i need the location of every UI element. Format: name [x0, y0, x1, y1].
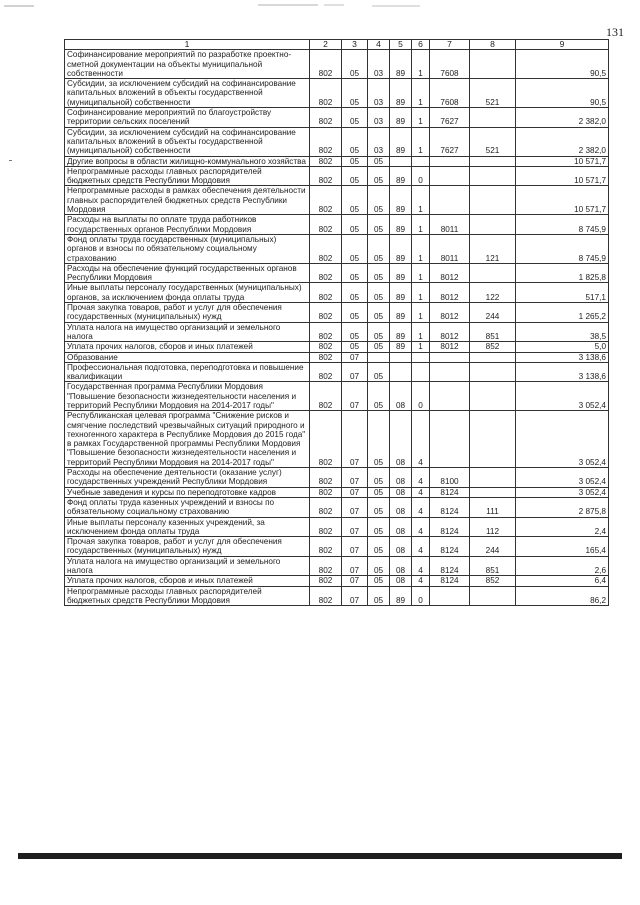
expense-name: Другие вопросы в области жилищно-коммунального хозяйства — [65, 156, 310, 166]
code-cell-c5: 89 — [390, 215, 412, 235]
expense-name: Уплата прочих налогов, сборов и иных платежей — [65, 576, 310, 586]
code-cell-c3: 07 — [342, 537, 368, 557]
code-cell-c8 — [470, 411, 516, 468]
expense-name: Учебные заведения и курсы по переподготовке кадров — [65, 487, 310, 497]
amount-cell: 2,6 — [516, 556, 609, 576]
code-cell-c3: 07 — [342, 352, 368, 362]
code-cell-c3: 07 — [342, 556, 368, 576]
code-cell-c5: 89 — [390, 234, 412, 263]
code-cell-c7 — [430, 411, 470, 468]
table-row — [65, 186, 609, 215]
code-cell-c2: 802 — [310, 497, 342, 517]
amount-cell: 10 571,7 — [516, 186, 609, 215]
table-row — [65, 411, 609, 468]
code-cell-c8 — [470, 108, 516, 128]
code-cell-c8: 244 — [470, 303, 516, 323]
code-cell-c7: 7627 — [430, 127, 470, 156]
code-cell-c4: 03 — [368, 127, 390, 156]
code-cell-c2: 802 — [310, 186, 342, 215]
code-cell-c2: 802 — [310, 382, 342, 411]
code-cell-c5: 08 — [390, 576, 412, 586]
code-cell-c4: 05 — [368, 156, 390, 166]
code-cell-c2: 802 — [310, 50, 342, 79]
table-row — [65, 382, 609, 411]
amount-cell: 2,4 — [516, 517, 609, 537]
code-cell-c8 — [470, 50, 516, 79]
code-cell-c7: 7608 — [430, 50, 470, 79]
code-cell-c8 — [470, 352, 516, 362]
code-cell-c6: 1 — [412, 234, 430, 263]
scan-header-marks — [0, 2, 640, 10]
code-cell-c2: 802 — [310, 411, 342, 468]
code-cell-c2: 802 — [310, 352, 342, 362]
code-cell-c2: 802 — [310, 517, 342, 537]
expense-name: Непрограммные расходы главных распорядителей бюджетных средств Республики Мордовия — [65, 586, 310, 606]
code-cell-c2: 802 — [310, 362, 342, 382]
code-cell-c6: 4 — [412, 537, 430, 557]
code-cell-c7: 8100 — [430, 468, 470, 488]
code-cell-c5: 89 — [390, 79, 412, 108]
code-cell-c5: 89 — [390, 342, 412, 352]
code-cell-c7 — [430, 186, 470, 215]
budget-table — [64, 39, 609, 606]
code-cell-c5: 08 — [390, 556, 412, 576]
code-cell-c5: 08 — [390, 487, 412, 497]
code-cell-c5 — [390, 362, 412, 382]
code-cell-c7: 8124 — [430, 487, 470, 497]
code-cell-c8: 122 — [470, 283, 516, 303]
code-cell-c7: 8124 — [430, 556, 470, 576]
table-row — [65, 487, 609, 497]
code-cell-c4: 05 — [368, 186, 390, 215]
expense-name: Уплата налога на имущество организаций и земельного налога — [65, 322, 310, 342]
code-cell-c8: 851 — [470, 322, 516, 342]
expense-name: Субсидии, за исключением субсидий на софинансирование капитальных вложений в объекты государственной (муниципальной) собственности — [65, 79, 310, 108]
code-cell-c4: 05 — [368, 342, 390, 352]
code-cell-c8 — [470, 166, 516, 186]
code-cell-c6: 0 — [412, 166, 430, 186]
code-cell-c5: 89 — [390, 303, 412, 323]
code-cell-c4: 05 — [368, 497, 390, 517]
table-row — [65, 322, 609, 342]
code-cell-c6 — [412, 352, 430, 362]
code-cell-c6: 1 — [412, 322, 430, 342]
code-cell-c7: 8124 — [430, 576, 470, 586]
code-cell-c6: 0 — [412, 382, 430, 411]
code-cell-c8: 121 — [470, 234, 516, 263]
expense-name: Государственная программа Республики Мордовия "Повышение безопасности жизнедеятельности населения и территорий Республики Мордовия на 2014-2017 годы" — [65, 382, 310, 411]
table-row — [65, 263, 609, 283]
code-cell-c2: 802 — [310, 468, 342, 488]
amount-cell: 10 571,7 — [516, 166, 609, 186]
table-row — [65, 352, 609, 362]
code-cell-c3: 05 — [342, 166, 368, 186]
code-cell-c3: 07 — [342, 586, 368, 606]
code-cell-c4: 05 — [368, 556, 390, 576]
table-row — [65, 497, 609, 517]
code-cell-c2: 802 — [310, 79, 342, 108]
code-cell-c6: 1 — [412, 263, 430, 283]
code-cell-c7: 8012 — [430, 283, 470, 303]
code-cell-c4: 05 — [368, 411, 390, 468]
code-cell-c6: 4 — [412, 517, 430, 537]
amount-cell: 1 265,2 — [516, 303, 609, 323]
code-cell-c6: 1 — [412, 127, 430, 156]
code-cell-c6: 1 — [412, 342, 430, 352]
code-cell-c4: 05 — [368, 283, 390, 303]
code-cell-c4: 05 — [368, 362, 390, 382]
table-row — [65, 537, 609, 557]
code-cell-c4: 05 — [368, 215, 390, 235]
code-cell-c3: 05 — [342, 322, 368, 342]
code-cell-c5: 89 — [390, 127, 412, 156]
margin-mark — [9, 160, 12, 161]
expense-name: Образование — [65, 352, 310, 362]
table-row — [65, 127, 609, 156]
code-cell-c5: 08 — [390, 537, 412, 557]
code-cell-c8 — [470, 215, 516, 235]
code-cell-c8 — [470, 468, 516, 488]
code-cell-c3: 05 — [342, 303, 368, 323]
code-cell-c7: 8012 — [430, 322, 470, 342]
code-cell-c5: 08 — [390, 497, 412, 517]
table-row — [65, 468, 609, 488]
code-cell-c7: 8012 — [430, 303, 470, 323]
amount-cell: 90,5 — [516, 79, 609, 108]
code-cell-c8 — [470, 362, 516, 382]
code-cell-c6: 4 — [412, 556, 430, 576]
expense-name: Расходы на выплаты по оплате труда работников государственных органов Республики Мордовия — [65, 215, 310, 235]
code-cell-c8: 852 — [470, 576, 516, 586]
code-cell-c2: 802 — [310, 156, 342, 166]
code-cell-c2: 802 — [310, 127, 342, 156]
code-cell-c7: 8012 — [430, 342, 470, 352]
column-header: 7 — [430, 40, 470, 50]
code-cell-c8: 521 — [470, 127, 516, 156]
column-header: 3 — [342, 40, 368, 50]
code-cell-c5: 08 — [390, 517, 412, 537]
table-row — [65, 517, 609, 537]
table-row — [65, 303, 609, 323]
code-cell-c5: 08 — [390, 468, 412, 488]
expense-name: Иные выплаты персоналу государственных (муниципальных) органов, за исключением фонда оплаты труда — [65, 283, 310, 303]
code-cell-c8: 111 — [470, 497, 516, 517]
expense-name: Прочая закупка товаров, работ и услуг для обеспечения государственных (муниципальных) нужд — [65, 303, 310, 323]
table-row — [65, 586, 609, 606]
code-cell-c6: 1 — [412, 108, 430, 128]
table-row — [65, 108, 609, 128]
expense-name: Расходы на обеспечение функций государственных органов Республики Мордовия — [65, 263, 310, 283]
code-cell-c6: 1 — [412, 186, 430, 215]
amount-cell: 3 138,6 — [516, 352, 609, 362]
amount-cell: 165,4 — [516, 537, 609, 557]
expense-name: Софинансирование мероприятий по разработке проектно-сметной документации на объекты муниципальной собственности — [65, 50, 310, 79]
code-cell-c3: 07 — [342, 487, 368, 497]
amount-cell: 2 382,0 — [516, 108, 609, 128]
amount-cell: 2 382,0 — [516, 127, 609, 156]
code-cell-c3: 07 — [342, 468, 368, 488]
code-cell-c6: 1 — [412, 303, 430, 323]
code-cell-c2: 802 — [310, 234, 342, 263]
code-cell-c3: 05 — [342, 108, 368, 128]
code-cell-c4: 03 — [368, 108, 390, 128]
code-cell-c5: 89 — [390, 166, 412, 186]
code-cell-c3: 07 — [342, 411, 368, 468]
code-cell-c4: 05 — [368, 487, 390, 497]
code-cell-c3: 07 — [342, 517, 368, 537]
code-cell-c7: 8012 — [430, 263, 470, 283]
table-row — [65, 166, 609, 186]
code-cell-c3: 05 — [342, 342, 368, 352]
code-cell-c7: 8124 — [430, 497, 470, 517]
code-cell-c7: 8011 — [430, 215, 470, 235]
code-cell-c8 — [470, 186, 516, 215]
code-cell-c5: 89 — [390, 586, 412, 606]
code-cell-c2: 802 — [310, 487, 342, 497]
page-number: 131 — [606, 25, 624, 39]
table-row — [65, 234, 609, 263]
code-cell-c6: 4 — [412, 411, 430, 468]
code-cell-c7 — [430, 586, 470, 606]
table-row — [65, 79, 609, 108]
code-cell-c3: 07 — [342, 576, 368, 586]
code-cell-c3: 05 — [342, 127, 368, 156]
amount-cell: 3 052,4 — [516, 487, 609, 497]
code-cell-c2: 802 — [310, 322, 342, 342]
code-cell-c6: 1 — [412, 50, 430, 79]
code-cell-c8: 244 — [470, 537, 516, 557]
code-cell-c7 — [430, 382, 470, 411]
amount-cell: 10 571,7 — [516, 156, 609, 166]
code-cell-c4: 05 — [368, 166, 390, 186]
code-cell-c4: 05 — [368, 303, 390, 323]
code-cell-c5: 08 — [390, 411, 412, 468]
code-cell-c6: 1 — [412, 283, 430, 303]
amount-cell: 38,5 — [516, 322, 609, 342]
code-cell-c3: 07 — [342, 362, 368, 382]
code-cell-c3: 05 — [342, 156, 368, 166]
amount-cell: 90,5 — [516, 50, 609, 79]
table-row — [65, 283, 609, 303]
code-cell-c7 — [430, 352, 470, 362]
expense-name: Непрограммные расходы в рамках обеспечения деятельности главных распорядителей бюджетных средств Республики Мордовия — [65, 186, 310, 215]
code-cell-c2: 802 — [310, 556, 342, 576]
code-cell-c4: 03 — [368, 50, 390, 79]
table-row — [65, 556, 609, 576]
code-cell-c8: 851 — [470, 556, 516, 576]
code-cell-c7: 8124 — [430, 537, 470, 557]
expense-name: Непрограммные расходы главных распорядителей бюджетных средств Республики Мордовия — [65, 166, 310, 186]
expense-name: Профессиональная подготовка, переподготовка и повышение квалификации — [65, 362, 310, 382]
column-header: 1 — [65, 40, 310, 50]
code-cell-c4 — [368, 352, 390, 362]
code-cell-c6: 4 — [412, 468, 430, 488]
code-cell-c4: 05 — [368, 234, 390, 263]
amount-cell: 3 052,4 — [516, 382, 609, 411]
code-cell-c8: 521 — [470, 79, 516, 108]
amount-cell: 3 052,4 — [516, 468, 609, 488]
amount-cell: 6,4 — [516, 576, 609, 586]
code-cell-c6 — [412, 362, 430, 382]
expense-name: Прочая закупка товаров, работ и услуг для обеспечения государственных (муниципальных) нужд — [65, 537, 310, 557]
code-cell-c4: 05 — [368, 382, 390, 411]
code-cell-c5: 89 — [390, 186, 412, 215]
code-cell-c6: 1 — [412, 215, 430, 235]
code-cell-c8 — [470, 382, 516, 411]
code-cell-c4: 05 — [368, 517, 390, 537]
column-header: 9 — [516, 40, 609, 50]
table-row — [65, 50, 609, 79]
code-cell-c3: 07 — [342, 497, 368, 517]
code-cell-c8 — [470, 487, 516, 497]
code-cell-c4: 05 — [368, 586, 390, 606]
code-cell-c4: 05 — [368, 576, 390, 586]
code-cell-c6: 1 — [412, 79, 430, 108]
code-cell-c6: 4 — [412, 497, 430, 517]
code-cell-c5: 89 — [390, 50, 412, 79]
code-cell-c3: 05 — [342, 283, 368, 303]
code-cell-c7: 8124 — [430, 517, 470, 537]
code-cell-c4: 03 — [368, 79, 390, 108]
expense-name: Уплата прочих налогов, сборов и иных платежей — [65, 342, 310, 352]
code-cell-c8: 112 — [470, 517, 516, 537]
code-cell-c4: 05 — [368, 263, 390, 283]
code-cell-c3: 05 — [342, 215, 368, 235]
code-cell-c3: 05 — [342, 50, 368, 79]
column-header: 6 — [412, 40, 430, 50]
code-cell-c3: 07 — [342, 382, 368, 411]
code-cell-c4: 05 — [368, 537, 390, 557]
table-row — [65, 362, 609, 382]
amount-cell: 86,2 — [516, 586, 609, 606]
table-row — [65, 215, 609, 235]
code-cell-c8: 852 — [470, 342, 516, 352]
code-cell-c5 — [390, 156, 412, 166]
code-cell-c4: 05 — [368, 468, 390, 488]
code-cell-c5: 89 — [390, 322, 412, 342]
amount-cell: 1 825,8 — [516, 263, 609, 283]
code-cell-c6: 4 — [412, 487, 430, 497]
code-cell-c8 — [470, 586, 516, 606]
table-header-row — [65, 40, 609, 50]
code-cell-c8 — [470, 156, 516, 166]
column-header: 5 — [390, 40, 412, 50]
code-cell-c6: 4 — [412, 576, 430, 586]
amount-cell: 8 745,9 — [516, 215, 609, 235]
code-cell-c8 — [470, 263, 516, 283]
amount-cell: 2 875,8 — [516, 497, 609, 517]
expense-name: Республиканская целевая программа "Снижение рисков и смягчение последствий чрезвычайных ситуаций природного и техногенного характера в Республике Мордовия до 2015 года" в рамках Государственной программы Республики Мордовия "Повышение безопасности жизнедеятельности населения и территорий Республики Мордовия на 2014-2017 годы" — [65, 411, 310, 468]
code-cell-c2: 802 — [310, 576, 342, 586]
code-cell-c2: 802 — [310, 108, 342, 128]
page-bottom-rule — [18, 853, 622, 859]
code-cell-c3: 05 — [342, 79, 368, 108]
code-cell-c3: 05 — [342, 263, 368, 283]
code-cell-c7: 7627 — [430, 108, 470, 128]
expense-name: Фонд оплаты труда государственных (муниципальных) органов и взносы по обязательному социальному страхованию — [65, 234, 310, 263]
code-cell-c2: 802 — [310, 537, 342, 557]
column-header: 2 — [310, 40, 342, 50]
code-cell-c6: 0 — [412, 586, 430, 606]
code-cell-c2: 802 — [310, 303, 342, 323]
code-cell-c5: 89 — [390, 283, 412, 303]
code-cell-c2: 802 — [310, 342, 342, 352]
column-header: 4 — [368, 40, 390, 50]
code-cell-c7: 8011 — [430, 234, 470, 263]
expense-name: Иные выплаты персоналу казенных учреждений, за исключением фонда оплаты труда — [65, 517, 310, 537]
code-cell-c3: 05 — [342, 234, 368, 263]
code-cell-c3: 05 — [342, 186, 368, 215]
code-cell-c2: 802 — [310, 263, 342, 283]
expense-name: Софинансирование мероприятий по благоустройству территории сельских поселений — [65, 108, 310, 128]
code-cell-c2: 802 — [310, 283, 342, 303]
column-header: 8 — [470, 40, 516, 50]
code-cell-c7 — [430, 362, 470, 382]
amount-cell: 517,1 — [516, 283, 609, 303]
amount-cell: 3 052,4 — [516, 411, 609, 468]
expense-name: Расходы на обеспечение деятельности (оказание услуг) государственных учреждений Республики Мордовия — [65, 468, 310, 488]
amount-cell: 3 138,6 — [516, 362, 609, 382]
code-cell-c5: 89 — [390, 108, 412, 128]
code-cell-c4: 05 — [368, 322, 390, 342]
table-row — [65, 576, 609, 586]
expense-name: Фонд оплаты труда казенных учреждений и взносы по обязательному социальному страхованию — [65, 497, 310, 517]
code-cell-c2: 802 — [310, 215, 342, 235]
code-cell-c7: 7608 — [430, 79, 470, 108]
code-cell-c5: 89 — [390, 263, 412, 283]
code-cell-c5 — [390, 352, 412, 362]
code-cell-c2: 802 — [310, 586, 342, 606]
code-cell-c7 — [430, 156, 470, 166]
amount-cell: 8 745,9 — [516, 234, 609, 263]
table-row — [65, 342, 609, 352]
code-cell-c6 — [412, 156, 430, 166]
amount-cell: 5,0 — [516, 342, 609, 352]
code-cell-c5: 08 — [390, 382, 412, 411]
table-row — [65, 156, 609, 166]
code-cell-c7 — [430, 166, 470, 186]
expense-name: Уплата налога на имущество организаций и земельного налога — [65, 556, 310, 576]
expense-name: Субсидии, за исключением субсидий на софинансирование капитальных вложений в объекты государственной (муниципальной) собственности — [65, 127, 310, 156]
code-cell-c2: 802 — [310, 166, 342, 186]
